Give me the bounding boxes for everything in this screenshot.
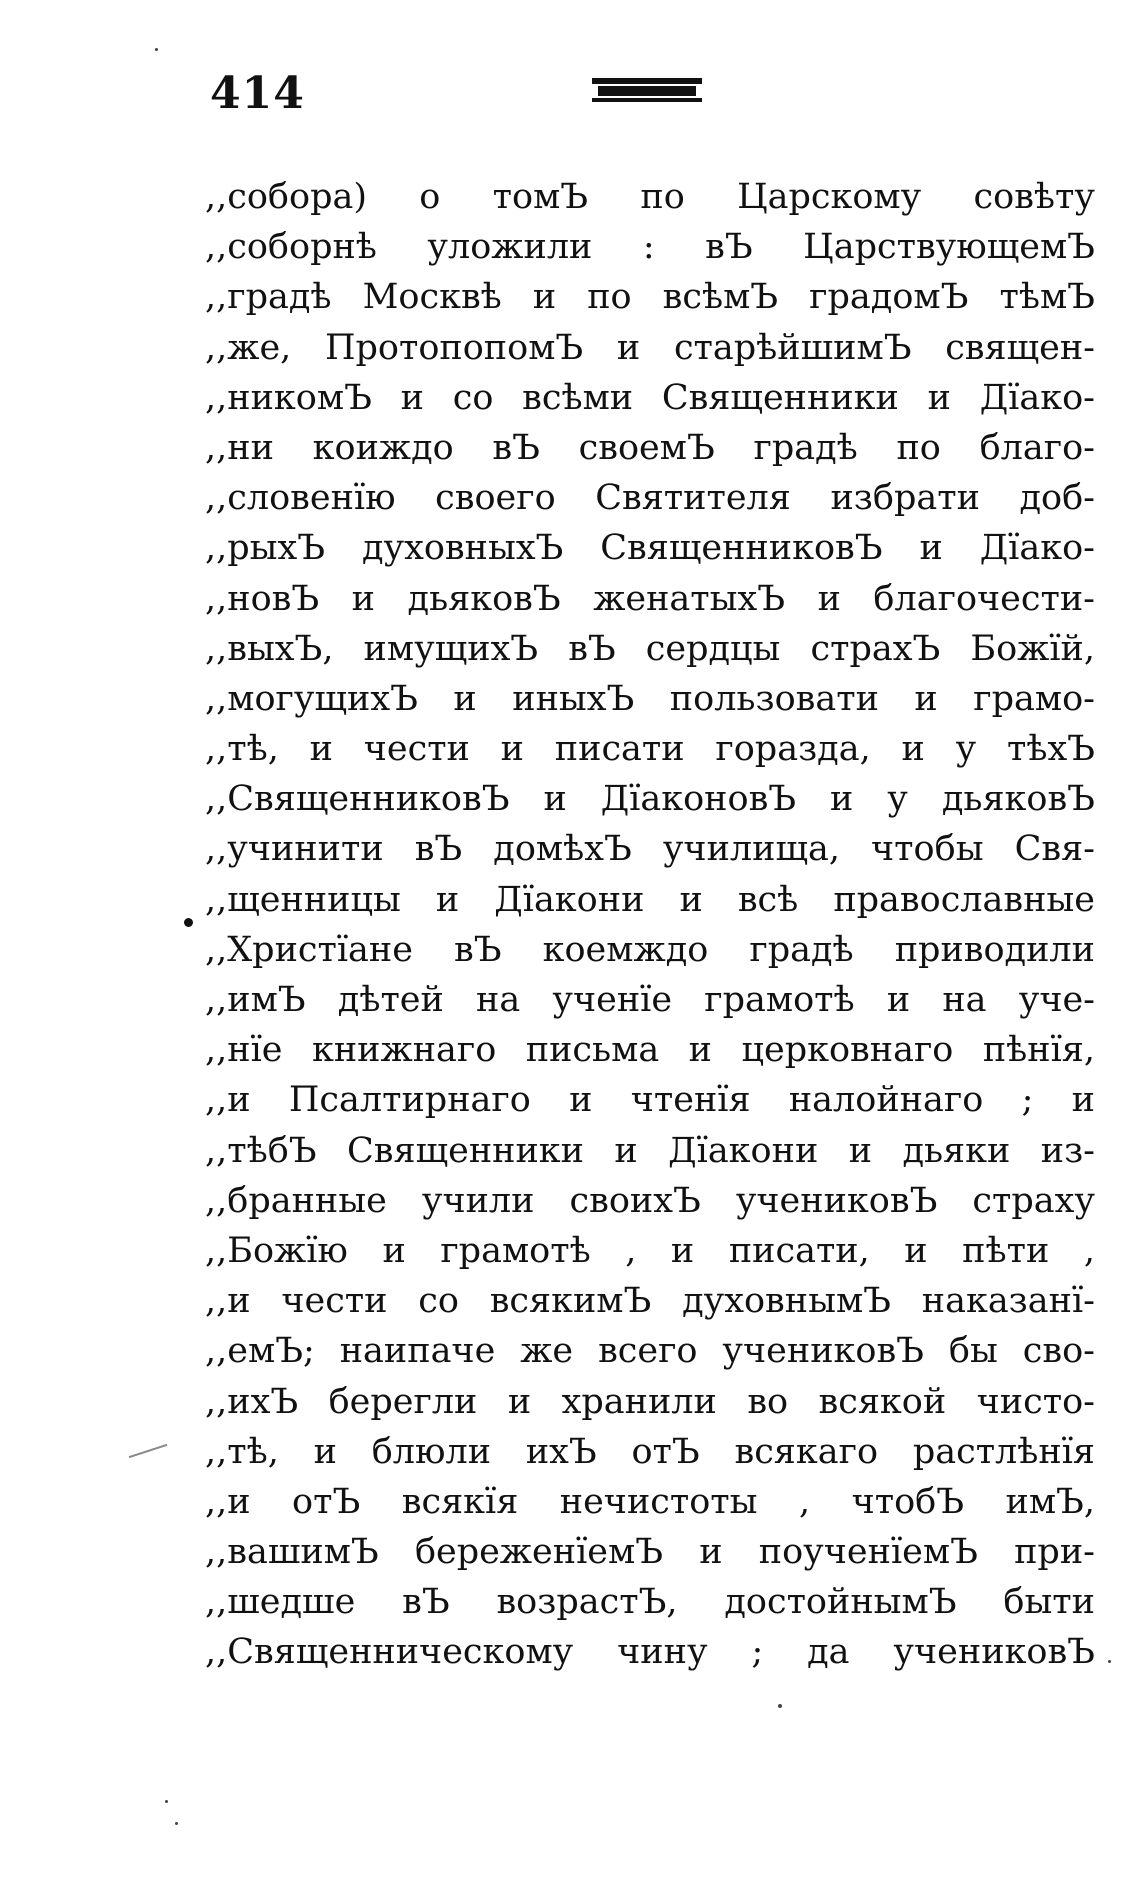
paper-speck <box>175 1822 178 1825</box>
text-line: ,,и Псалтирнаго и чтенїя налойнаго ; и <box>205 1080 1095 1121</box>
text-line: ,,шедше вЪ возрастЪ, достойнымЪ быти <box>205 1582 1095 1623</box>
margin-stroke <box>129 1444 168 1458</box>
text-line: ,,Божїю и грамотѣ , и писати, и пѣти , <box>205 1230 1095 1271</box>
text-line: ,,тѣ, и блюли ихЪ отЪ всякаго растлѣнїя <box>205 1431 1095 1472</box>
page-number: 414 <box>210 68 305 119</box>
text-line: ,,емЪ; наипаче же всего учениковЪ бы сво- <box>205 1331 1095 1372</box>
margin-mark <box>184 918 193 927</box>
text-line: ,,никомЪ и со всѣми Священники и Дїако- <box>205 377 1095 418</box>
body-text <box>205 172 1095 1678</box>
text-line: ,,же, ПротопопомЪ и старѣйшимЪ священ- <box>205 327 1095 368</box>
text-line: ,,Священническому чину ; да учениковЪ <box>205 1632 1095 1673</box>
text-line: ,,соборнѣ уложили : вЪ ЦарствующемЪ <box>205 227 1095 268</box>
text-line: ,,учинити вЪ домѣхЪ училища, чтобы Свя- <box>205 829 1095 870</box>
header-ornament <box>592 74 702 104</box>
text-line: ,,ихЪ берегли и хранили во всякой чисто- <box>205 1381 1095 1422</box>
paper-speck <box>165 1800 168 1803</box>
text-line: ,,вашимЪ береженїемЪ и поученїемЪ при- <box>205 1532 1095 1573</box>
text-line: ,,и отЪ всякїя нечистоты , чтобЪ имЪ, <box>205 1481 1095 1522</box>
text-line: ,,словенїю своего Святителя избрати доб- <box>205 478 1095 519</box>
text-line: ,,Христїане вЪ коемждо градѣ приводили <box>205 929 1095 970</box>
text-line: ,,тѣ, и чести и писати горазда, и у тѣхЪ <box>205 729 1095 770</box>
text-line: ,,ни коиждо вЪ своемЪ градѣ по благо- <box>205 427 1095 468</box>
text-line: ,,собора) о томЪ по Царскому совѣту <box>205 177 1095 217</box>
paper-speck <box>1108 1660 1111 1663</box>
paper-speck <box>155 48 158 51</box>
text-line: ,,тѣбЪ Священники и Дїакони и дьяки из- <box>205 1130 1095 1171</box>
text-line: ,,бранные учили своихЪ учениковЪ страху <box>205 1180 1095 1221</box>
paper-speck <box>778 1704 782 1708</box>
text-line: ,,могущихЪ и иныхЪ пользовати и грамо- <box>205 678 1095 719</box>
text-line: ,,рыхЪ духовныхЪ СвященниковЪ и Дїако- <box>205 528 1095 569</box>
text-line: ,,и чести со всякимЪ духовнымЪ наказанї- <box>205 1281 1095 1322</box>
text-line: ,,новЪ и дьяковЪ женатыхЪ и благочести- <box>205 578 1095 619</box>
text-line: ,,выхЪ, имущихЪ вЪ сердцы страхЪ Божїй, <box>205 628 1095 669</box>
text-line: ,,градѣ Москвѣ и по всѣмЪ градомЪ тѣмЪ <box>205 277 1095 318</box>
text-line: ,,нїе книжнаго письма и церковнаго пѣнїя, <box>205 1030 1095 1071</box>
text-line: ,,СвященниковЪ и ДїаконовЪ и у дьяковЪ <box>205 779 1095 820</box>
text-line: ,,щенницы и Дїакони и всѣ православные <box>205 879 1095 920</box>
text-line: ,,имЪ дѣтей на ученїе грамотѣ и на уче- <box>205 980 1095 1020</box>
